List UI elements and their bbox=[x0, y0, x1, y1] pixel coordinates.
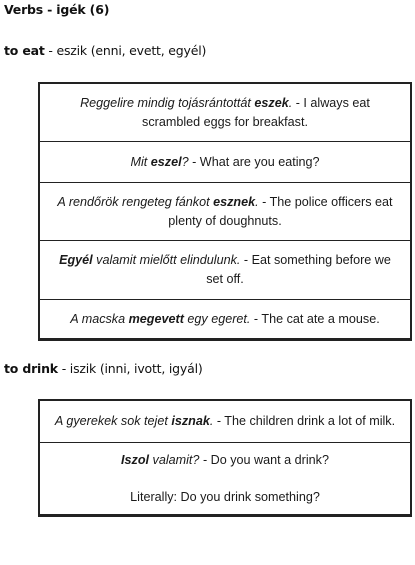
verb-english: to eat bbox=[4, 43, 45, 58]
examples-table-eat bbox=[38, 82, 412, 341]
examples-table-drink bbox=[38, 399, 412, 517]
example-row: A rendőrök rengeteg fánkot esznek. - The police officers eat plenty of doughnuts. bbox=[40, 182, 410, 240]
example-row: A gyerekek sok tejet isznak. - The children drink a lot of milk. bbox=[54, 414, 396, 428]
literal-translation: Literally: Do you drink something? bbox=[130, 489, 320, 504]
verb-hungarian-forms: - eszik (enni, evett, egyél) bbox=[44, 43, 207, 58]
verb-hungarian-forms: - iszik (inni, ivott, igyál) bbox=[57, 361, 203, 376]
example-row: A macska megevett egy egeret. - The cat ate a mouse. bbox=[40, 299, 410, 338]
verb-heading-drink bbox=[4, 361, 203, 376]
verb-english: to drink bbox=[4, 361, 58, 376]
page-title: Verbs - igék (6) bbox=[4, 2, 110, 17]
verb-heading-eat bbox=[4, 43, 206, 58]
example-row: Iszol valamit? - Do you want a drink? Literally: Do you drink something? bbox=[40, 442, 410, 514]
example-row: Egyél valamit mielőtt elindulunk. - Eat something before we set off. bbox=[40, 240, 410, 299]
example-row: Mit eszel? - What are you eating? bbox=[40, 141, 410, 182]
example-row: Reggelire mindig tojásrántottát eszek. - I always eat scrambled eggs for breakfast. bbox=[80, 95, 370, 129]
